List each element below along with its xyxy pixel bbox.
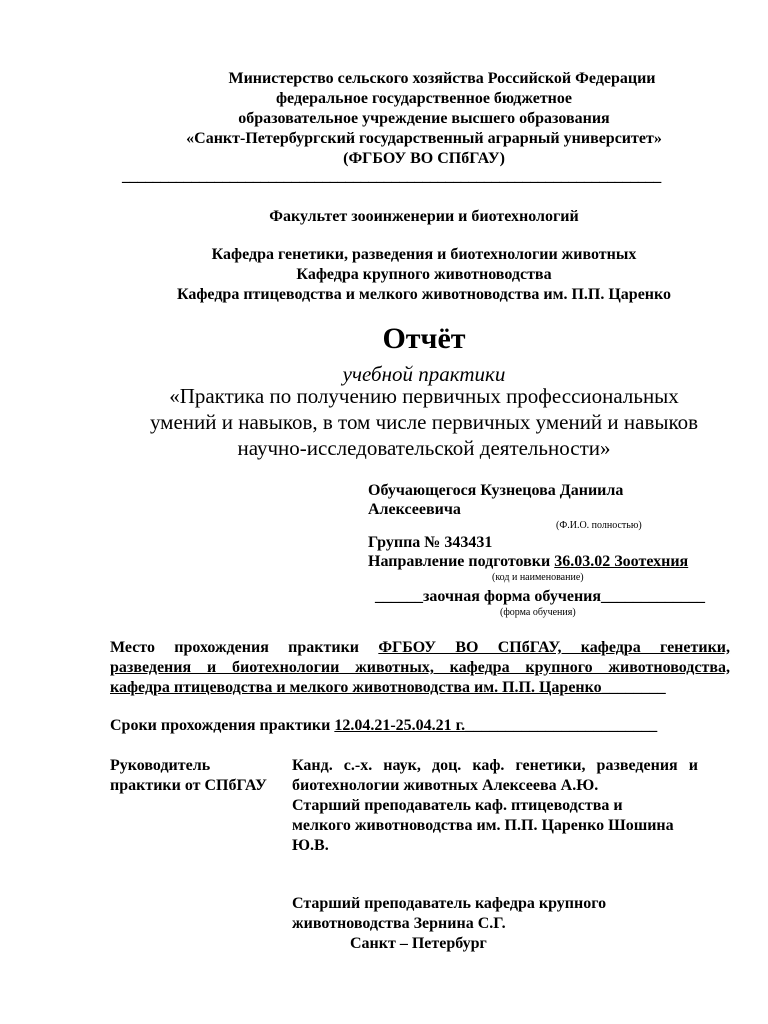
faculty-name: Факультет зооинженерии и биотехнологий [269,208,579,225]
place-line-2: разведения и биотехнологии животных, кафедра крупного животноводства, [110,659,730,676]
header-rule: ______________________________________________________________________ [122,168,662,185]
dates-value: 12.04.21-25.04.21 г.________________________ [334,717,658,734]
direction-label: Направление подготовки [368,553,555,570]
practice-name-line-2: умений и навыков, в том числе первичных умений и навыков [149,410,699,434]
direction-note: (код и наименование) [492,572,584,583]
study-form: ______заочная форма обучения_____________ [375,588,706,605]
institution-type-line-2: образовательное учреждение высшего образования [238,110,610,127]
supervisor-line-1: Канд. с.-х. наук, доц. каф. генетики, разведения и [292,757,698,774]
dates-label: Сроки прохождения практики [110,717,335,734]
place-value-1: ФГБОУ ВО СПбГАУ, кафедра генетики, [378,639,731,656]
department-3: Кафедра птицеводства и мелкого животноводства им. П.П. Царенко [176,286,672,303]
supervisor-line-4: мелкого животноводства им. П.П. Царенко Шошина [292,817,674,834]
direction-line [368,553,688,571]
dates-line [110,717,657,735]
ministry-line: Министерство сельского хозяйства Российской Федерации [228,70,656,87]
practice-name-line-3: научно-исследовательской деятельности» [237,436,611,460]
supervisor-line-3: Старший преподаватель каф. птицеводства и [292,797,623,814]
university-abbr: (ФГБОУ ВО СПбГАУ) [343,150,505,167]
report-title: Отчёт [382,322,466,355]
place-label: Место прохождения практики [110,639,379,656]
supervisor-line-5: Ю.В. [292,837,329,854]
supervisor-extra-line-2: животноводства Зернина С.Г. [292,915,506,932]
practice-name-line-1: «Практика по получению первичных профессиональных [169,384,679,408]
student-name-line-1: Обучающегося Кузнецова Даниила [368,482,624,499]
report-subtitle: учебной практики [342,362,506,386]
supervisor-extra-line-1: Старший преподаватель кафедра крупного [292,895,607,912]
supervisor-line-2: биотехнологии животных Алексеева А.Ю. [292,777,599,794]
institution-type-line: федеральное государственное бюджетное [275,90,572,107]
student-name-line-2: Алексеевича [368,501,461,518]
fio-note: (Ф.И.О. полностью) [556,520,642,531]
study-form-note: (форма обучения) [500,607,576,618]
city: Санкт – Петербург [350,935,487,952]
direction-value: 36.03.02 Зоотехния [554,553,689,570]
student-group: Группа № 343431 [368,534,493,551]
place-line-1 [110,639,730,657]
place-line-3: кафедра птицеводства и мелкого животноводства им. П.П. Царенко________ [110,679,666,696]
supervisor-label-2: практики от СПбГАУ [110,777,267,794]
department-2: Кафедра крупного животноводства [296,266,552,283]
supervisor-label-1: Руководитель [110,757,211,774]
department-1: Кафедра генетики, разведения и биотехнологии животных [211,246,637,263]
university-name: «Санкт-Петербургский государственный аграрный университет» [186,130,662,147]
